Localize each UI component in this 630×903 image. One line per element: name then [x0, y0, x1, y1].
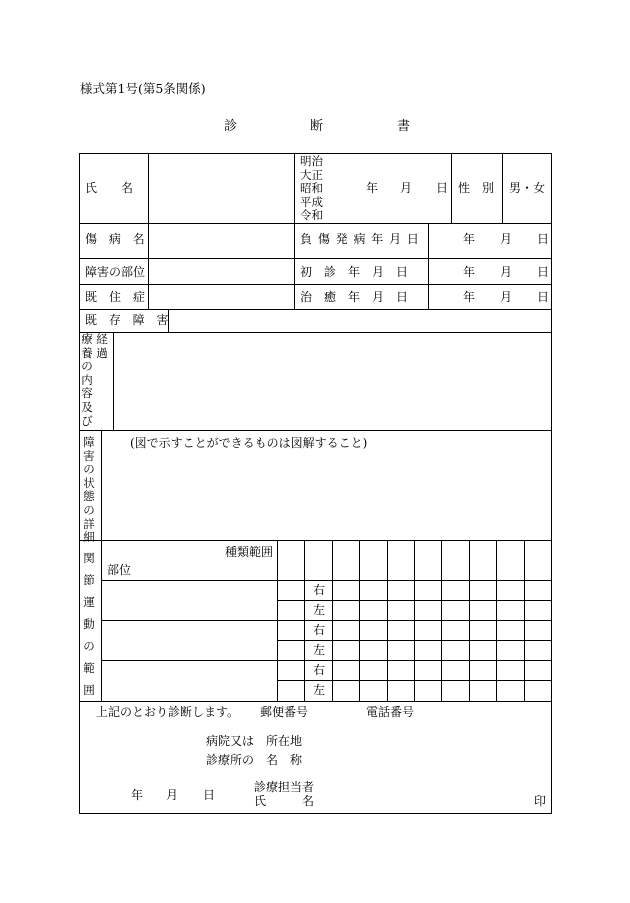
disability-detail-label: 障 害 の 状 態 の 詳 細	[83, 435, 95, 545]
hospital-address-label: 病院又は 所在地	[206, 734, 303, 748]
sex-label: 性 別	[458, 181, 495, 195]
recovery-date-label: 治 癒 年 月 日	[300, 290, 409, 304]
injury-day-label: 日	[537, 232, 550, 246]
era-taisho: 大正	[300, 167, 323, 182]
treatment-label-col1: 療 養 の 内 容 及 び	[81, 332, 93, 428]
recovery-month-label: 月	[500, 290, 513, 304]
joint-part-header: 部位	[107, 563, 132, 577]
diagnosis-day-label: 日	[203, 788, 216, 802]
name-label: 氏 名	[85, 181, 134, 195]
sex-value: 男・女	[509, 181, 546, 195]
era-meiji: 明治	[300, 154, 323, 168]
first-visit-year-label: 年	[463, 265, 476, 279]
era-heisei: 平成	[300, 194, 323, 209]
disability-part-label: 障害の部位	[85, 265, 146, 279]
joint-range-label: 関 節 運 動 の 範 囲	[83, 551, 95, 697]
diagnosis-statement: 上記のとおり診断します。	[96, 705, 240, 719]
era-showa: 昭和	[300, 181, 323, 196]
first-visit-month-label: 月	[500, 265, 513, 279]
era-list	[300, 155, 323, 223]
hospital-name-label: 診療所の 名 称	[206, 753, 303, 767]
past-history-label: 既 住 症	[85, 290, 146, 304]
injury-year-label: 年	[463, 232, 476, 246]
phone-number-label: 電話番号	[366, 705, 415, 719]
treatment-label-col2: 経 過	[96, 332, 108, 360]
first-visit-label: 初 診 年 月 日	[300, 265, 409, 279]
birth-month-label: 月	[400, 181, 413, 195]
injury-month-label: 月	[500, 232, 513, 246]
title-char-2: 断	[310, 119, 324, 134]
joint-side-2: 左	[313, 603, 326, 617]
recovery-day-label: 日	[537, 290, 550, 304]
doctor-name-label: 氏 名	[254, 794, 315, 808]
title-char-3: 書	[397, 119, 411, 134]
postal-code-label: 郵便番号	[260, 705, 309, 719]
recovery-year-label: 年	[463, 290, 476, 304]
disability-note: (図で示すことができるものは図解すること)	[130, 436, 368, 450]
seal-mark: 印	[534, 794, 547, 808]
joint-side-3: 右	[313, 623, 326, 637]
birth-day-label: 日	[436, 181, 449, 195]
birth-year-label: 年	[366, 181, 379, 195]
first-visit-day-label: 日	[537, 265, 550, 279]
title-char-1: 診	[224, 119, 238, 134]
injury-date-label: 負 傷 発 病 年 月 日	[300, 232, 420, 246]
form-reference: 様式第1号(第5条関係)	[80, 81, 206, 96]
joint-side-6: 左	[313, 683, 326, 697]
diagnosis-year-label: 年	[131, 788, 144, 802]
diagnosis-month-label: 月	[166, 788, 179, 802]
joint-side-4: 左	[313, 643, 326, 657]
existing-disability-label: 既 存 障 害	[85, 313, 173, 327]
injury-name-label: 傷 病 名	[85, 232, 149, 246]
joint-type-range-header: 種類範囲	[225, 545, 274, 559]
joint-side-1: 右	[313, 583, 326, 597]
doctor-label: 診療担当者	[254, 780, 315, 794]
era-reiwa: 令和	[300, 208, 323, 223]
joint-side-5: 右	[313, 663, 326, 677]
